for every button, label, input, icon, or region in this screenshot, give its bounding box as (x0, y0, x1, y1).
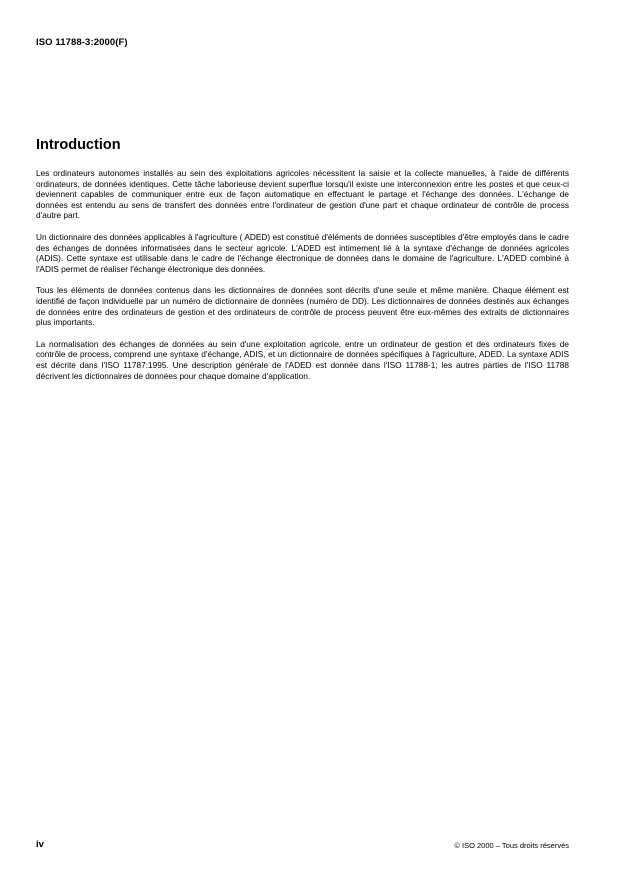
paragraph-standardization: La normalisation des échanges de données au sein d'une exploitation agricole, entre un ordinateur de gestion et des ordinateurs fixes de contrôle de process, comprend une syntaxe d'échange, ADIS, et un dictionnaire de données spécifiques à l'agriculture, ADED. La syntaxe ADIS est décrite dans l'ISO 11787:1995. Une description générale de l'ADED est donnée dans l'ISO 11788-1; les autres parties de l'ISO 11788 décrivent les dictionnaires de données pour chaque domaine d'application. (36, 338, 569, 381)
page-number: iv (36, 839, 44, 850)
paragraph-aded-definition: Un dictionnaire des données applicables à l'agriculture ( ADED) est constitué d'éléments de données susceptibles d'être employés dans le cadre des échanges de données informatisées dans le secteur agricole. L'ADED est intimement lié à la syntaxe d'échange de données agricoles (ADIS). Cette syntaxe est utilisable dans le cadre de l'échange électronique de données dans le domaine de l'agriculture. L'ADED combiné à l'ADIS permet de réaliser l'échange électronique des données. (36, 231, 569, 274)
body-text (36, 168, 569, 392)
document-id: ISO 11788-3:2000(F) (36, 37, 128, 48)
section-title: Introduction (36, 137, 121, 153)
paragraph-standalone-computers: Les ordinateurs autonomes installés au sein des exploitations agricoles nécessitent la saisie et la collecte manuelles, à l'aide de différents ordinateurs, de données identiques. Cette tâche laborieuse devient superflue lorsqu'il existe une interconnexion entre les postes et que ceux-ci deviennent capables de communiquer entre eux de façon automatique en effectuant le partage et l'échange des données. L'échange de données est entendu au sens de transfert des données entre l'ordinateur de gestion d'une part et chaque ordinateur de contrôle de process d'autre part. (36, 168, 569, 221)
copyright-notice: © ISO 2000 – Tous droits réservés (454, 841, 569, 850)
paragraph-data-elements: Tous les éléments de données contenus dans les dictionnaires de données sont décrits d'une seule et même manière. Chaque élément est identifié de façon individuelle par un numéro de dictionnaire de données (numéro de DD). Les dictionnaires de données destinés aux échanges de données entre des ordinateurs de gestion et des ordinateurs de contrôle de process peuvent être eux-mêmes des extraits de dictionnaires plus importants. (36, 285, 569, 328)
